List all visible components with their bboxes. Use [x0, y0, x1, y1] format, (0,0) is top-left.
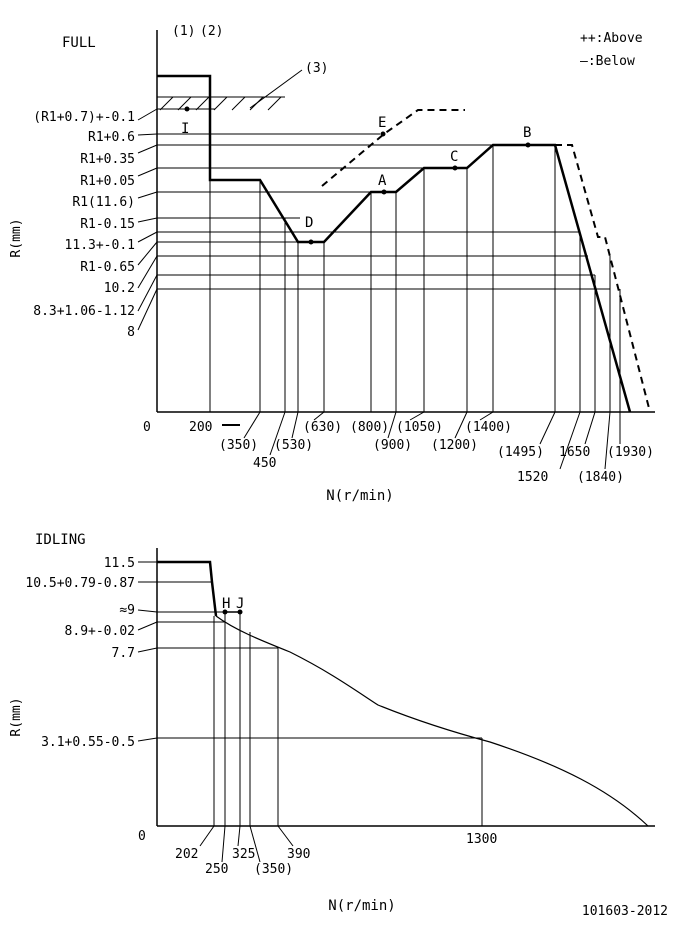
- r-label-r1-m065: R1-0.65: [80, 260, 135, 275]
- n-label-1930: (1930): [607, 445, 654, 460]
- idle-title: IDLING: [35, 532, 86, 548]
- point-d: D: [305, 215, 314, 231]
- idle-r-10-5: 10.5+0.79-0.87: [25, 576, 135, 591]
- idle-r-7-7: 7.7: [111, 646, 135, 661]
- full-x-axis-label: N(r/min): [326, 488, 394, 504]
- full-curve-above-e: [322, 110, 465, 186]
- r-label-r1-06: R1+0.6: [88, 130, 135, 145]
- n-label-530: (530): [274, 438, 314, 453]
- idle-x-axis-label: N(r/min): [328, 898, 396, 914]
- idle-origin: 0: [138, 829, 146, 844]
- n-label-900: (900): [373, 438, 413, 453]
- full-curve-above-b: [555, 145, 650, 412]
- point-i: I: [181, 121, 190, 137]
- point-b: B: [523, 125, 532, 141]
- full-ref-lines: [157, 134, 610, 289]
- full-origin: 0: [143, 420, 151, 435]
- point-c: C: [450, 149, 459, 165]
- n-label-1520: 1520: [517, 470, 549, 485]
- r-label-r1-005: R1+0.05: [80, 174, 135, 189]
- idle-r-9: ≈9: [119, 603, 135, 618]
- idle-n-390: 390: [287, 847, 311, 862]
- full-y-axis-label: R(mm): [9, 218, 24, 258]
- idle-r-leaders: [138, 562, 157, 741]
- full-r-leaders: [138, 109, 157, 330]
- idle-r-3-1: 3.1+0.55-0.5: [41, 735, 135, 750]
- n-label-800: (800): [350, 420, 390, 435]
- full-drop-lines: [210, 145, 620, 412]
- idle-r-8-9: 8.9+-0.02: [64, 624, 135, 639]
- idle-n-350: (350): [254, 862, 294, 877]
- n-label-1650: 1650: [559, 445, 591, 460]
- point-h: H: [222, 596, 231, 612]
- full-r-labels: [33, 110, 135, 340]
- r-label-r1: R1(11.6): [72, 195, 135, 210]
- idle-y-axis-label: R(mm): [9, 697, 24, 737]
- r-label-10-2: 10.2: [103, 281, 135, 296]
- idle-r-labels: [25, 556, 135, 750]
- r-label-r1-07: (R1+0.7)+-0.1: [33, 110, 135, 125]
- idle-n-1300: 1300: [466, 832, 498, 847]
- n-label-450: 450: [253, 456, 277, 471]
- n-label-1200: (1200): [431, 438, 478, 453]
- idle-drop-lines: [214, 612, 482, 826]
- marker-3: (3): [305, 61, 329, 76]
- marker-1: (1): [172, 24, 196, 39]
- idle-n-325: 325: [232, 847, 256, 862]
- idle-n-250: 250: [205, 862, 229, 877]
- n-label-1400: (1400): [465, 420, 512, 435]
- r-label-r1-m015: R1-0.15: [80, 217, 135, 232]
- point-e: E: [378, 115, 387, 131]
- n-label-1840: (1840): [577, 470, 624, 485]
- idle-n-labels: [175, 832, 497, 877]
- n-label-1050: (1050): [396, 420, 443, 435]
- legend-below: —:Below: [580, 54, 635, 69]
- idle-curve: [216, 616, 648, 826]
- full-n-labels: [189, 420, 654, 485]
- n-label-350: (350): [219, 438, 259, 453]
- full-curve-below: [157, 76, 630, 412]
- n-label-1495: (1495): [497, 445, 544, 460]
- full-point-labels: [181, 115, 531, 231]
- r-label-8-3: 8.3+1.06-1.12: [33, 304, 135, 319]
- idle-n-202: 202: [175, 847, 199, 862]
- idling-chart: [9, 532, 655, 914]
- idle-r-11-5: 11.5: [103, 556, 135, 571]
- point-a: A: [378, 173, 387, 189]
- full-point-dots: [185, 107, 531, 245]
- n-label-200: 200: [189, 420, 213, 435]
- r-label-r1-035: R1+0.35: [80, 152, 135, 167]
- doc-number: 101603-2012: [581, 904, 668, 919]
- point-j: J: [236, 596, 245, 612]
- r-label-11-3: 11.3+-0.1: [64, 238, 135, 253]
- idle-curve-bold: [157, 562, 216, 616]
- full-title: FULL: [62, 35, 96, 51]
- n-label-630: (630): [303, 420, 343, 435]
- r-label-8: 8: [127, 325, 135, 340]
- marker-2: (2): [200, 24, 224, 39]
- legend-above: ++:Above: [580, 31, 643, 46]
- idle-ref-lines: [157, 582, 482, 738]
- full-chart: [9, 24, 655, 504]
